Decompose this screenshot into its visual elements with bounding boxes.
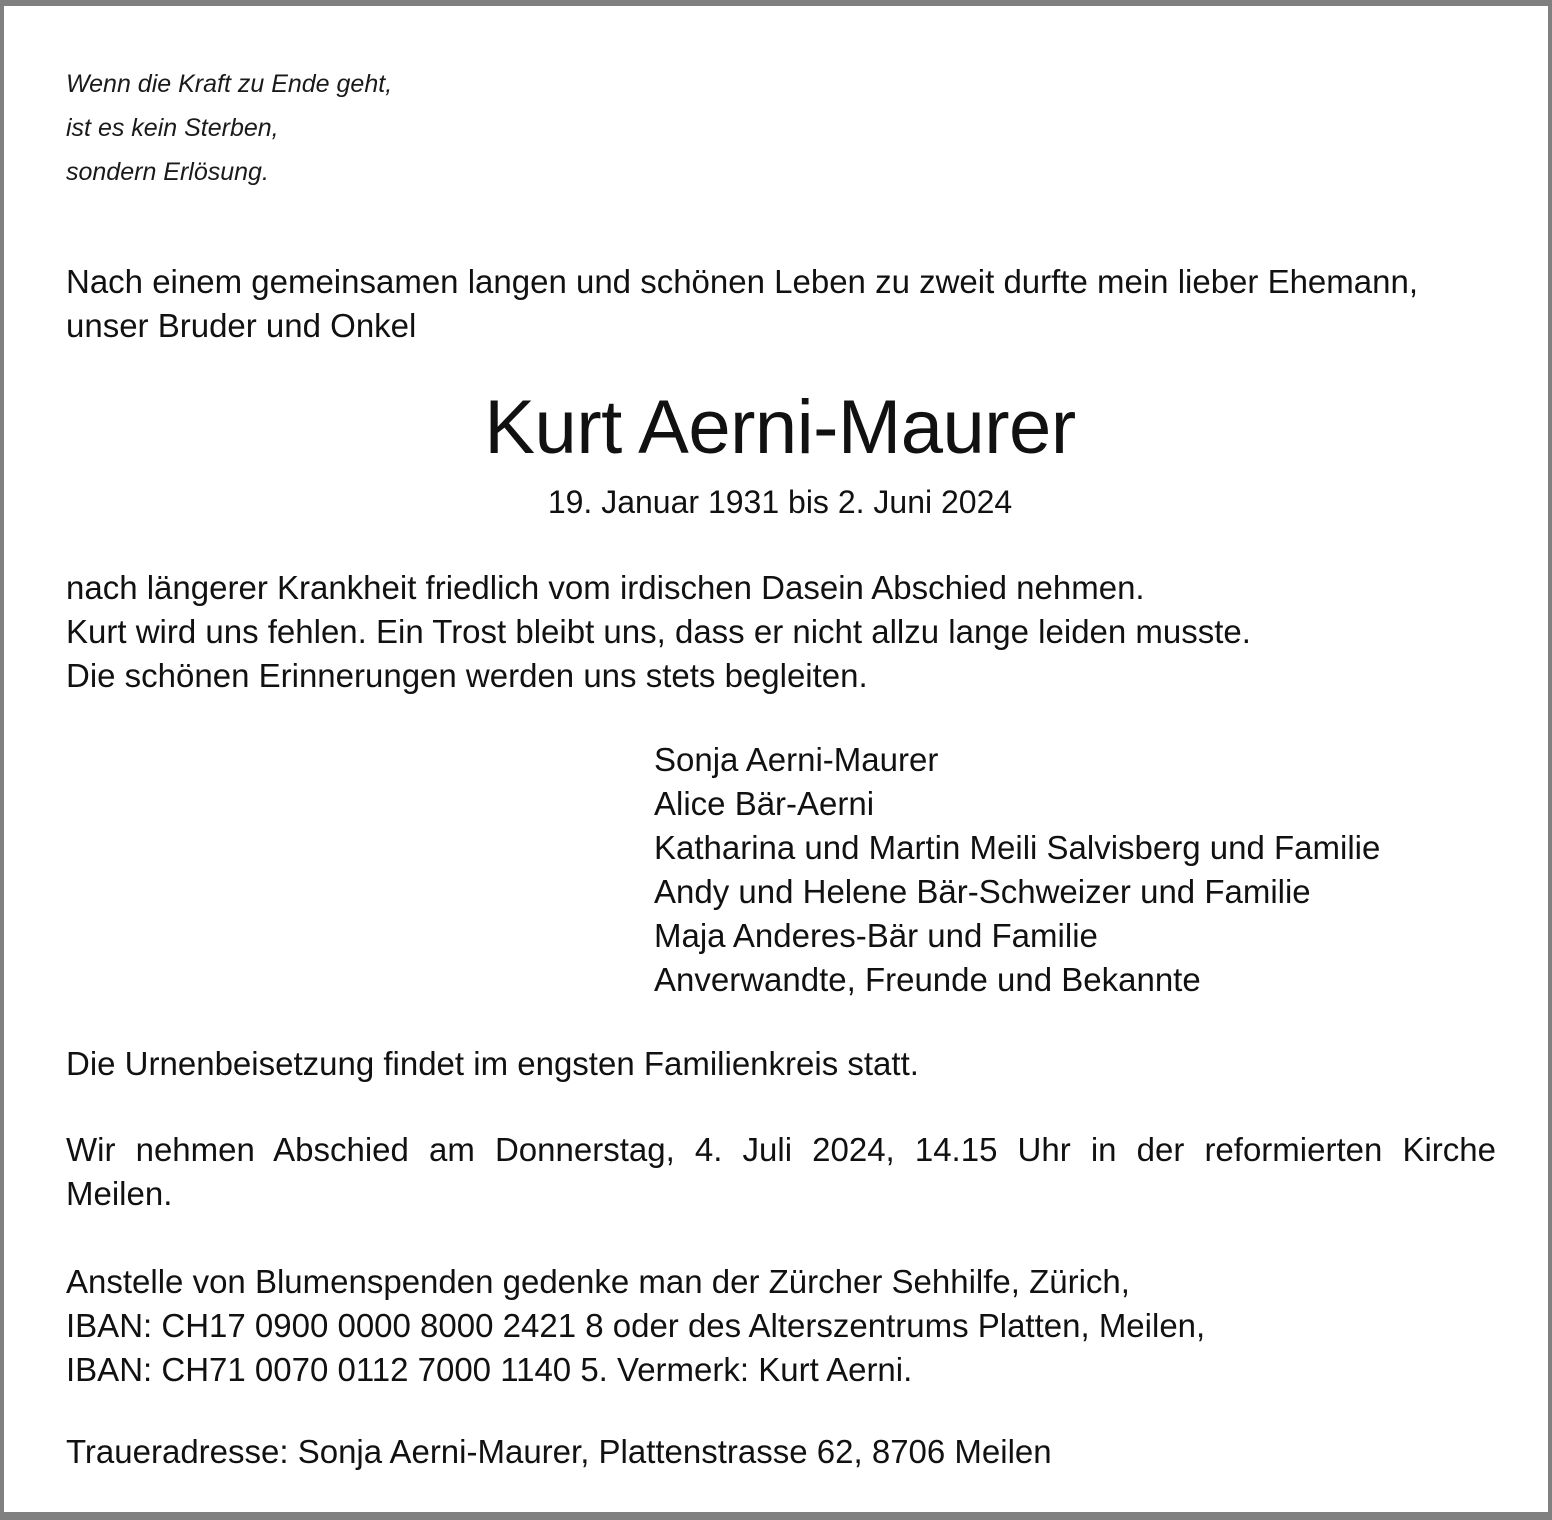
mourning-address: Traueradresse: Sonja Aerni-Maurer, Plattenstrasse 62, 8706 Meilen — [66, 1433, 1052, 1470]
service-line: Meilen. — [66, 1175, 173, 1212]
service-line: Wir nehmen Abschied am Donnerstag, 4. Juli 2024, 14.15 Uhr in der reformierten Kirche — [66, 1131, 1496, 1168]
mourner-name: Sonja Aerni-Maurer — [654, 741, 939, 778]
intro-line: unser Bruder und Onkel — [66, 307, 417, 344]
mourner-name: Maja Anderes-Bär und Familie — [654, 917, 1098, 954]
mourner-name: Anverwandte, Freunde und Bekannte — [654, 961, 1201, 998]
mourner-name: Katharina und Martin Meili Salvisberg und Familie — [654, 829, 1381, 866]
motto-line: ist es kein Sterben, — [66, 114, 279, 142]
service-paragraph — [66, 1128, 1496, 1216]
donations-paragraph — [66, 1260, 1205, 1392]
life-dates: 19. Januar 1931 bis 2. Juni 2024 — [547, 484, 1013, 520]
donations-line: IBAN: CH71 0070 0112 7000 1140 5. Vermerk: Kurt Aerni. — [66, 1351, 913, 1388]
motto-line: sondern Erlösung. — [66, 158, 269, 186]
farewell-line: Die schönen Erinnerungen werden uns stets begleiten. — [66, 657, 868, 694]
motto-verse — [66, 62, 392, 194]
motto-line: Wenn die Kraft zu Ende geht, — [66, 70, 393, 98]
farewell-line: Kurt wird uns fehlen. Ein Trost bleibt uns, dass er nicht allzu lange leiden musste. — [66, 613, 1251, 650]
donations-line: Anstelle von Blumenspenden gedenke man der Zürcher Sehhilfe, Zürich, — [66, 1263, 1130, 1300]
farewell-line: nach längerer Krankheit friedlich vom irdischen Dasein Abschied nehmen. — [66, 569, 1145, 606]
burial-note: Die Urnenbeisetzung findet im engsten Familienkreis statt. — [66, 1045, 919, 1082]
mourner-name: Alice Bär-Aerni — [654, 785, 875, 822]
intro-line: Nach einem gemeinsamen langen und schönen Leben zu zweit durfte mein lieber Ehemann, — [66, 263, 1419, 300]
intro-paragraph — [66, 260, 1418, 348]
deceased-name: Kurt Aerni-Maurer — [484, 385, 1076, 470]
mourner-name: Andy und Helene Bär-Schweizer und Familie — [654, 873, 1311, 910]
mourners-list — [654, 738, 1380, 1002]
donations-line: IBAN: CH17 0900 0000 8000 2421 8 oder des Alterszentrums Platten, Meilen, — [66, 1307, 1206, 1344]
farewell-paragraph — [66, 566, 1251, 698]
